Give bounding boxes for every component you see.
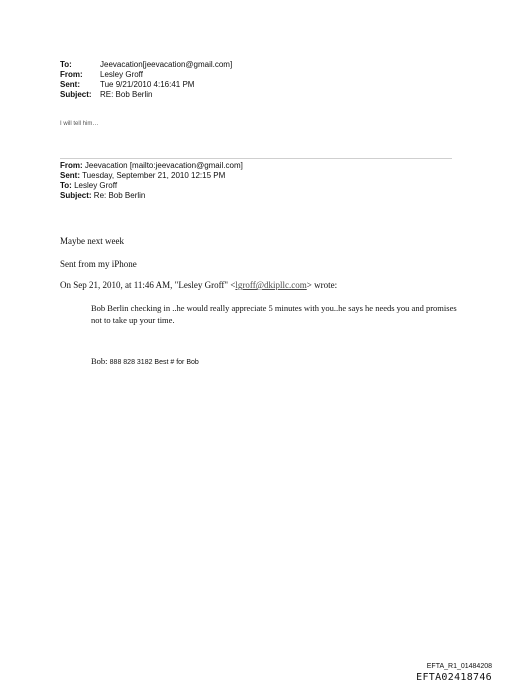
email-header-1 xyxy=(60,60,232,100)
reply-text: I will tell him… xyxy=(60,121,99,127)
to-value: Jeevacation[jeevacation@gmail.com] xyxy=(100,60,233,69)
body-line-maybe: Maybe next week xyxy=(60,236,124,246)
body-line-sent-from: Sent from my iPhone xyxy=(60,259,137,269)
from-label: From: xyxy=(60,70,83,79)
wrote-suffix: > wrote: xyxy=(306,280,338,290)
email-link[interactable]: lgroff@dkipllc.com xyxy=(235,280,307,290)
to-label: To: xyxy=(60,60,72,69)
quoted-sent-value: Tuesday, September 21, 2010 12:15 PM xyxy=(80,171,226,180)
from-value: Lesley Groff xyxy=(100,70,143,79)
subject-label: Subject: xyxy=(60,90,92,99)
sent-label: Sent: xyxy=(60,80,80,89)
subject-row xyxy=(60,90,232,100)
quoted-message: Bob Berlin checking in ..he would really appreciate 5 minutes with you..he says he needs you and promises not to take up your time. xyxy=(91,303,457,325)
wrote-prefix: On Sep 21, 2010, at 11:46 AM, "Lesley Groff" < xyxy=(60,280,236,290)
footer-id-1: EFTA_R1_01484208 xyxy=(426,663,492,670)
quoted-from-label: From: xyxy=(60,161,83,170)
sent-value: Tue 9/21/2010 4:16:41 PM xyxy=(100,80,195,89)
bob-phone-line xyxy=(91,356,199,366)
quoted-subject-label: Subject: xyxy=(60,191,92,200)
quoted-from-value: Jeevacation [mailto:jeevacation@gmail.com] xyxy=(82,161,243,170)
quoted-subject-value: Re: Bob Berlin xyxy=(91,191,146,200)
quoted-to-label: To: xyxy=(60,181,72,190)
quoted-sent-row xyxy=(60,171,243,181)
body-line-wrote xyxy=(60,280,337,290)
quoted-subject-row xyxy=(60,191,243,201)
subject-value: RE: Bob Berlin xyxy=(100,90,153,99)
bob-number: 888 828 3182 Best # for Bob xyxy=(109,359,199,366)
quoted-to-row xyxy=(60,181,243,191)
bob-label: Bob: xyxy=(91,356,110,366)
from-row xyxy=(60,70,232,80)
quoted-to-value: Lesley Groff xyxy=(71,181,118,190)
divider xyxy=(60,158,452,159)
email-header-2 xyxy=(60,161,243,201)
quoted-sent-label: Sent: xyxy=(60,171,80,180)
sent-row xyxy=(60,80,232,90)
quoted-from-row xyxy=(60,161,243,171)
footer-id-2: EFTA02418746 xyxy=(416,672,492,683)
to-row xyxy=(60,60,232,70)
